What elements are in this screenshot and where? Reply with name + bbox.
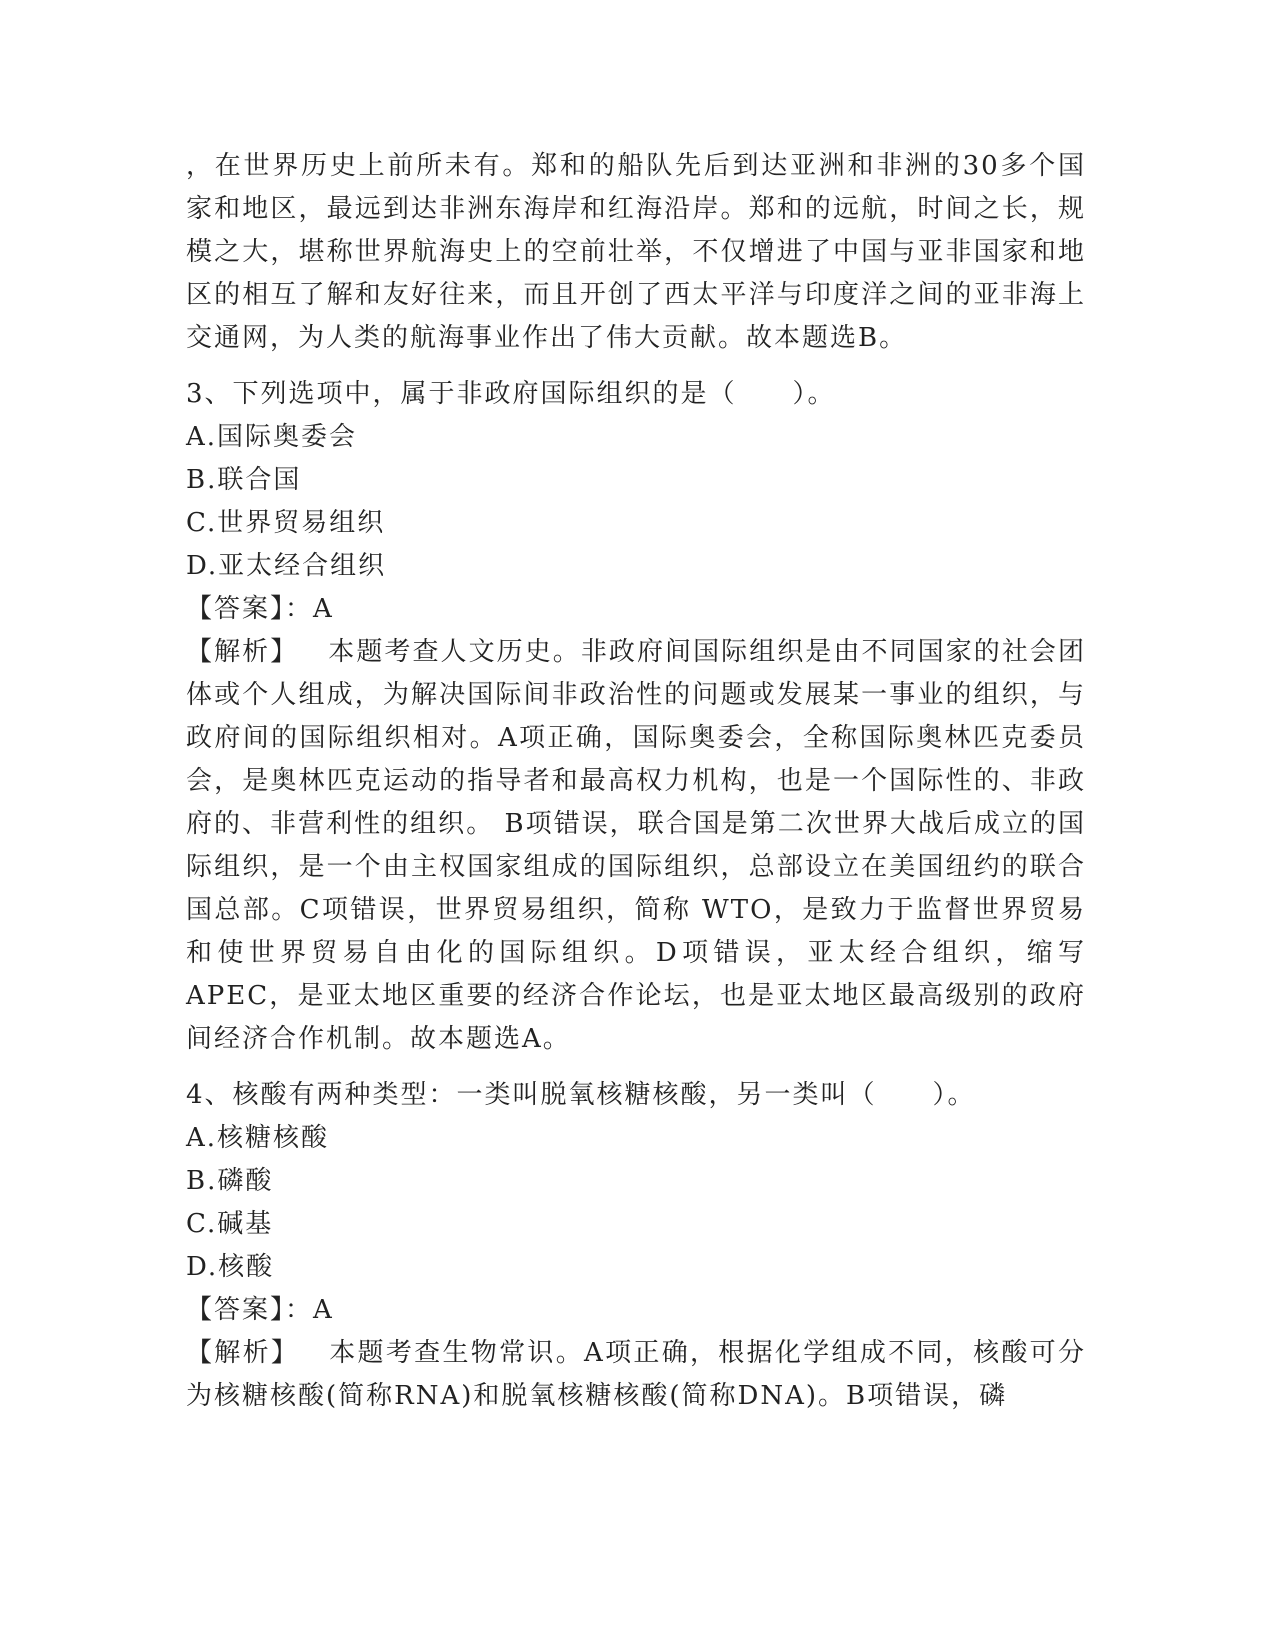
question-stem: 4、核酸有两种类型：一类叫脱氧核糖核酸，另一类叫（ ）。	[186, 1080, 976, 1110]
option-c: C.碱基	[186, 1209, 274, 1239]
question-stem: 3、下列选项中，属于非政府国际组织的是（ ）。	[186, 379, 836, 409]
option-d: D.核酸	[186, 1252, 275, 1282]
page-content	[186, 145, 1086, 1418]
analysis-label: 【解析】	[186, 637, 299, 667]
analysis-text: 本题考查人文历史。非政府间国际组织是由不同国家的社会团体或个人组成，为解决国际间非政治性的问题或发展某一事业的组织，与政府间的国际组织相对。A项正确，国际奥委会，全称国际奥林匹克委员会，是奥林匹克运动的指导者和最高权力机构，也是一个国际性的、非政府的、非营利性的组织。 B项错误，联合国是第二次世界大战后成立的国际组织，是一个由主权国家组成的国际组织，总部设立在美国纽约的联合国总部。C项错误，世界贸易组织，简称 WTO，是致力于监督世界贸易和使世界贸易自由化的国际组织。D项错误，亚太经合组织，缩写APEC，是亚太地区重要的经济合作论坛，也是亚太地区最高级别的政府间经济合作机制。故本题选A。	[186, 637, 1086, 1054]
analysis-label: 【解析】	[186, 1338, 300, 1368]
option-a: A.核糖核酸	[186, 1123, 330, 1153]
analysis-paragraph	[186, 1332, 1086, 1418]
analysis-paragraph	[186, 631, 1086, 1061]
option-b: B.联合国	[186, 465, 302, 495]
answer-line: 【答案】：A	[186, 594, 334, 624]
question-4	[186, 1074, 1086, 1418]
option-d: D.亚太经合组织	[186, 551, 387, 581]
question-3	[186, 373, 1086, 1061]
option-b: B.磷酸	[186, 1166, 274, 1196]
analysis-text: 本题考查生物常识。A项正确，根据化学组成不同，核酸可分为核糖核酸(简称RNA)和脱氧核糖核酸(简称DNA)。B项错误，磷	[186, 1338, 1086, 1411]
intro-paragraph: ，在世界历史上前所未有。郑和的船队先后到达亚洲和非洲的30多个国家和地区，最远到达非洲东海岸和红海沿岸。郑和的远航，时间之长，规模之大，堪称世界航海史上的空前壮举，不仅增进了中国与亚非国家和地区的相互了解和友好往来，而且开创了西太平洋与印度洋之间的亚非海上交通网，为人类的航海事业作出了伟大贡献。故本题选B。	[186, 151, 1086, 353]
answer-line: 【答案】：A	[186, 1295, 334, 1325]
option-c: C.世界贸易组织	[186, 508, 386, 538]
option-a: A.国际奥委会	[186, 422, 358, 452]
